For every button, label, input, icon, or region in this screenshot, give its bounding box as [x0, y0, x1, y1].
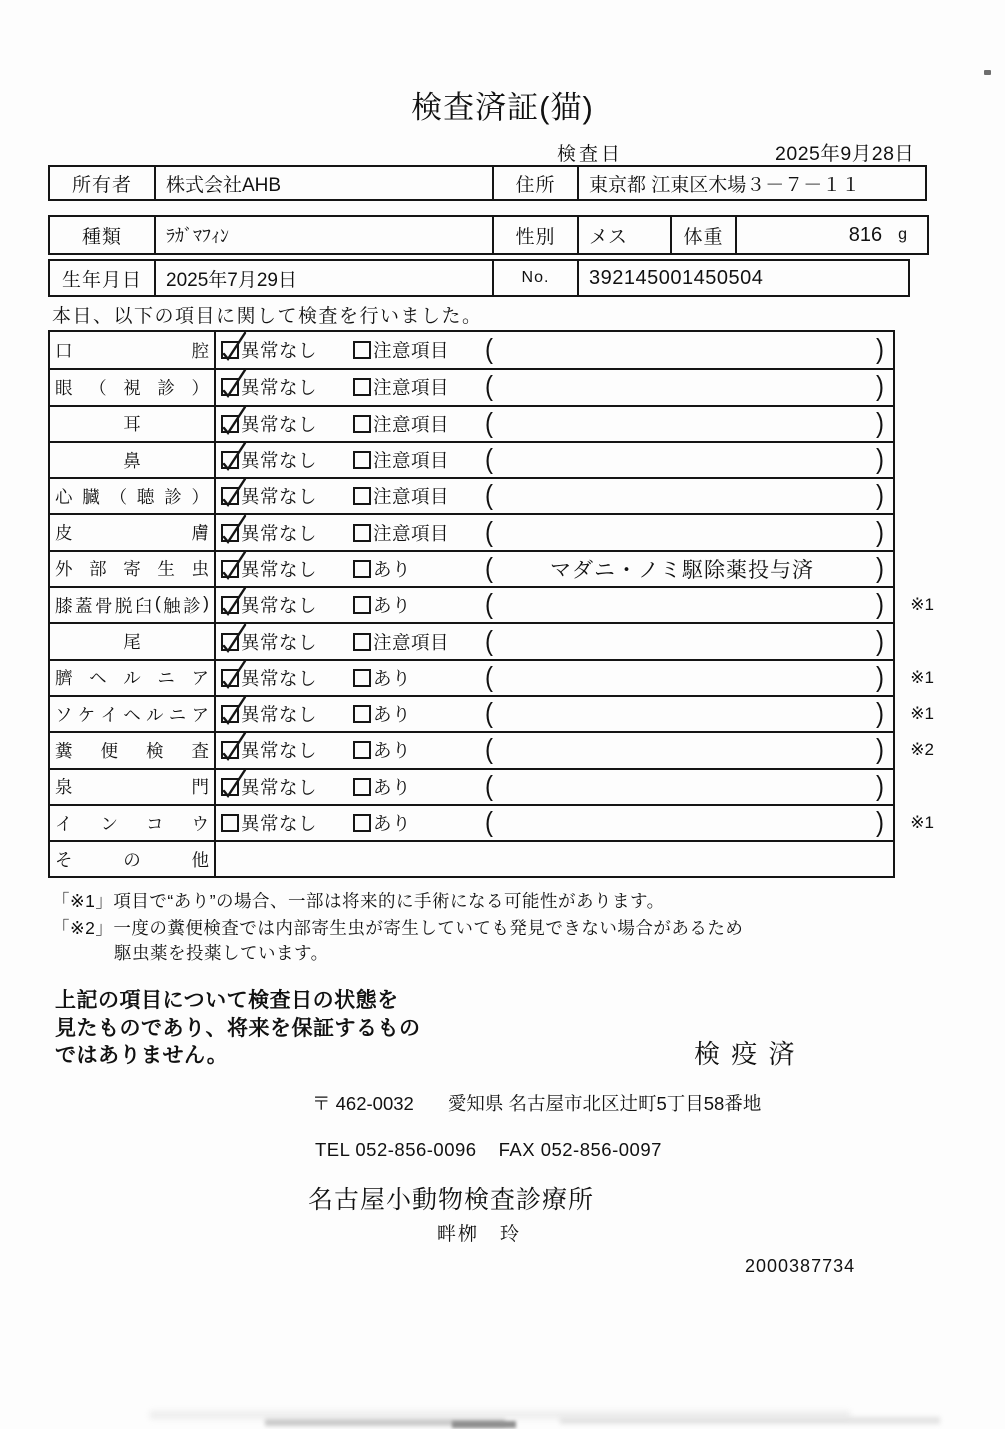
secondary-checkbox-label: 注意項目 [373, 522, 450, 544]
close-paren: ) [876, 443, 884, 475]
exam-row [50, 477, 893, 513]
exam-item-label: 糞 便 検 査 [55, 740, 209, 761]
checkbox-box [353, 633, 371, 651]
normal-checkbox-label: 異常なし [241, 667, 318, 689]
normal-checkbox[interactable] [221, 665, 317, 691]
exam-row [50, 768, 893, 804]
inspection-date-value: 2025年9月28日 [775, 143, 915, 165]
exam-item-label: 耳 [123, 414, 141, 435]
open-paren: ( [485, 770, 493, 802]
checkbox-box [353, 378, 371, 396]
normal-checkbox-label: 異常なし [241, 486, 318, 508]
checkbox-box [221, 705, 239, 723]
page-title: 検査済証(猫) [411, 90, 594, 125]
normal-checkbox-label: 異常なし [241, 377, 318, 399]
normal-checkbox-label: 異常なし [241, 740, 318, 762]
open-paren: ( [485, 371, 493, 403]
checkbox-box [353, 596, 371, 614]
normal-checkbox-label: 異常なし [241, 450, 318, 472]
checkbox-box [353, 741, 371, 759]
checkbox-box [221, 487, 239, 505]
owner-value: 株式会社AHB [154, 167, 492, 199]
check-mark-icon [219, 658, 249, 690]
normal-checkbox-label: 異常なし [241, 631, 318, 653]
open-paren: ( [485, 480, 493, 512]
scan-artifact-dot [984, 70, 991, 75]
scan-artifact-smudge [560, 1417, 940, 1424]
disclaimer-line: 見たものであり、将来を保証するもの [55, 1016, 421, 1040]
secondary-checkbox[interactable] [353, 774, 411, 800]
disclaimer [55, 987, 421, 1070]
normal-checkbox[interactable] [221, 592, 317, 618]
secondary-checkbox[interactable] [353, 337, 449, 363]
address-label: 住所 [492, 167, 577, 199]
exam-item-label: 尾 [123, 632, 141, 653]
secondary-checkbox[interactable] [353, 665, 411, 691]
secondary-checkbox[interactable] [353, 556, 411, 582]
exam-row [50, 586, 934, 622]
footnote-1: 「※1」項目で“あり”の場合、一部は将来的に手術になる可能性があります。 [52, 891, 665, 911]
normal-checkbox[interactable] [221, 374, 317, 400]
normal-checkbox-label: 異常なし [241, 522, 318, 544]
check-mark-icon [219, 367, 249, 399]
close-paren: ) [876, 589, 884, 621]
secondary-checkbox-label: あり [373, 704, 412, 726]
exam-item-label: 口 腔 [55, 340, 209, 361]
sex-label: 性別 [492, 217, 577, 253]
exam-row [50, 840, 893, 876]
open-paren: ( [485, 661, 493, 693]
secondary-checkbox-label: 注意項目 [373, 377, 450, 399]
checklist-intro: 本日、以下の項目に関して検査を行いました。 [52, 306, 483, 327]
secondary-checkbox[interactable] [353, 810, 411, 836]
checkbox-box [221, 560, 239, 578]
breed-label: 種類 [81, 226, 122, 248]
exam-row [50, 513, 893, 549]
checkbox-box [221, 778, 239, 796]
checkbox-box [221, 524, 239, 542]
normal-checkbox[interactable] [221, 337, 317, 363]
checkbox-box [353, 814, 371, 832]
clinic-phone-line [315, 1139, 662, 1161]
check-mark-icon [219, 404, 249, 436]
owner-table [48, 165, 927, 201]
normal-checkbox[interactable] [221, 701, 317, 727]
exam-item-label: 泉 門 [55, 777, 209, 798]
exam-note-mark: ※1 [910, 704, 934, 724]
check-mark-icon [219, 585, 249, 617]
secondary-checkbox-label: あり [373, 595, 412, 617]
clinic-postal-code: 〒 462-0032 [312, 1093, 414, 1114]
checkbox-box [353, 560, 371, 578]
check-mark-icon [219, 694, 249, 726]
checkbox-box [353, 415, 371, 433]
owner-label: 所有者 [71, 174, 132, 196]
normal-checkbox[interactable] [221, 737, 317, 763]
check-mark-icon [219, 730, 249, 762]
breed-value: ﾗｶﾞﾏﾌｨﾝ [154, 217, 492, 253]
weight-value [735, 217, 927, 253]
check-mark-icon [219, 622, 249, 654]
secondary-checkbox-label: 注意項目 [373, 450, 450, 472]
serial-number: 2000387734 [745, 1256, 856, 1276]
normal-checkbox-label: 異常なし [241, 776, 318, 798]
secondary-checkbox[interactable] [353, 374, 449, 400]
normal-checkbox[interactable] [221, 411, 317, 437]
close-paren: ) [876, 334, 884, 366]
normal-checkbox[interactable] [221, 629, 317, 655]
clinic-tel: TEL 052-856-0096 [315, 1139, 477, 1160]
open-paren: ( [485, 589, 493, 621]
checkbox-box [221, 741, 239, 759]
open-paren: ( [485, 552, 493, 584]
exam-row [50, 405, 893, 441]
secondary-checkbox-label: あり [373, 667, 412, 689]
checkbox-box [221, 451, 239, 469]
exam-row [50, 731, 934, 767]
exam-row [50, 659, 934, 695]
normal-checkbox-label: 異常なし [241, 413, 318, 435]
id-number-label: No. [492, 261, 577, 295]
exam-item-label: そ の 他 [55, 849, 209, 870]
close-paren: ) [876, 734, 884, 766]
checkbox-box [353, 705, 371, 723]
secondary-checkbox-label: 注意項目 [373, 413, 450, 435]
secondary-checkbox[interactable] [353, 447, 449, 473]
checkbox-box [353, 487, 371, 505]
normal-checkbox-label: 異常なし [241, 704, 318, 726]
open-paren: ( [485, 734, 493, 766]
weight-unit: g [898, 226, 907, 243]
exam-item-label: イ ン コ ウ [55, 813, 209, 834]
id-number-value: 392145001450504 [577, 261, 908, 295]
exam-row [50, 804, 934, 840]
secondary-checkbox-label: あり [373, 813, 412, 834]
inspection-date-label: 検査日 [557, 144, 624, 165]
secondary-checkbox-label: あり [373, 740, 412, 762]
secondary-checkbox[interactable] [353, 629, 449, 655]
secondary-checkbox-label: 注意項目 [373, 631, 450, 653]
normal-checkbox[interactable] [221, 447, 317, 473]
open-paren: ( [485, 334, 493, 366]
exam-row [50, 441, 893, 477]
open-paren: ( [485, 407, 493, 439]
check-mark-icon [219, 440, 249, 472]
secondary-checkbox-label: 注意項目 [373, 340, 450, 362]
quarantine-stamp: 検 疫 済 [694, 1039, 797, 1069]
exam-item-label: ソ ケ イ ヘ ル ニ ア [55, 704, 209, 725]
exam-row [50, 332, 893, 368]
clinic-address-line [312, 1090, 761, 1116]
checkbox-box [353, 524, 371, 542]
address-value: 東京都 江東区木場３－７－１１ [577, 167, 925, 199]
exam-note-mark: ※1 [910, 595, 934, 615]
pet-info-table [48, 215, 929, 255]
normal-checkbox[interactable] [221, 520, 317, 546]
normal-checkbox-label: 異常なし [241, 558, 318, 580]
exam-item-label: 膝 蓋 骨 脱 臼 ( 触 診 ) [55, 592, 209, 616]
secondary-checkbox-label: 注意項目 [373, 486, 450, 508]
close-paren: ) [876, 516, 884, 548]
weight-label: 体重 [670, 217, 735, 253]
close-paren: ) [876, 698, 884, 730]
footnote-2: 「※2」一度の糞便検査では内部寄生虫が寄生していても発見できない場合があるため [52, 918, 744, 938]
open-paren: ( [485, 806, 493, 838]
exam-note-mark: ※1 [910, 667, 934, 687]
normal-checkbox[interactable] [221, 810, 317, 836]
birthdate-value: 2025年7月29日 [154, 261, 492, 295]
normal-checkbox-label: 異常なし [241, 813, 318, 834]
normal-checkbox[interactable] [221, 483, 317, 509]
close-paren: ) [876, 371, 884, 403]
secondary-checkbox[interactable] [353, 411, 449, 437]
exam-item-label: 外 部 寄 生 虫 [55, 559, 209, 580]
secondary-checkbox[interactable] [353, 592, 411, 618]
close-paren: ) [876, 661, 884, 693]
secondary-checkbox[interactable] [353, 520, 449, 546]
exam-item-label: 臍 ヘ ル ニ ア [55, 668, 209, 689]
close-paren: ) [876, 407, 884, 439]
birth-table [48, 259, 910, 297]
close-paren: ) [876, 480, 884, 512]
clinic-fax: FAX 052-856-0097 [498, 1139, 662, 1160]
close-paren: ) [876, 770, 884, 802]
exam-remark: マダニ・ノミ駆除薬投与済 [550, 558, 814, 582]
close-paren: ) [876, 552, 884, 584]
secondary-checkbox[interactable] [353, 737, 411, 763]
checkbox-box [221, 633, 239, 651]
check-mark-icon [219, 513, 249, 545]
footnote-2-continued: 駆虫薬を投薬しています。 [114, 943, 329, 963]
exam-note-mark: ※2 [910, 740, 934, 760]
secondary-checkbox-label: あり [373, 558, 412, 580]
exam-item-label: 鼻 [123, 450, 141, 471]
disclaimer-line: 上記の項目について検査日の状態を [55, 989, 399, 1012]
normal-checkbox[interactable] [221, 556, 317, 582]
veterinarian-name: 畔栁 玲 [437, 1224, 522, 1245]
checkbox-box [353, 451, 371, 469]
checklist-table [48, 330, 934, 878]
checkbox-box [221, 596, 239, 614]
exam-item-label: 皮 膚 [55, 523, 209, 544]
checkbox-box [221, 378, 239, 396]
disclaimer-line: ではありません。 [55, 1044, 229, 1067]
normal-checkbox-label: 異常なし [241, 340, 318, 362]
checkbox-box [353, 341, 371, 359]
checkbox-box [353, 778, 371, 796]
clinic-name: 名古屋小動物検査診療所 [308, 1186, 595, 1214]
exam-row [50, 695, 934, 731]
normal-checkbox-label: 異常なし [241, 595, 318, 617]
check-mark-icon [219, 767, 249, 799]
normal-checkbox[interactable] [221, 774, 317, 800]
clinic-address: 愛知県 名古屋市北区辻町5丁目58番地 [447, 1093, 762, 1114]
checkbox-box [221, 415, 239, 433]
close-paren: ) [876, 625, 884, 657]
exam-row [50, 368, 893, 404]
exam-row [50, 622, 893, 658]
exam-row [50, 550, 893, 586]
secondary-checkbox[interactable] [353, 701, 411, 727]
exam-item-label: 心 臓 （ 聴 診 ） [55, 486, 209, 507]
secondary-checkbox-label: あり [373, 776, 412, 798]
checkbox-box [221, 341, 239, 359]
checkbox-box [353, 669, 371, 687]
checkbox-box [221, 669, 239, 687]
check-mark-icon [219, 330, 249, 362]
scan-artifact-smudge [452, 1421, 516, 1428]
open-paren: ( [485, 443, 493, 475]
exam-item-label: 眼 （ 視 診 ） [55, 377, 209, 398]
weight-number: 816 [848, 223, 883, 246]
secondary-checkbox[interactable] [353, 483, 449, 509]
check-mark-icon [219, 549, 249, 581]
exam-note-mark: ※1 [910, 813, 934, 832]
sex-value: メス [577, 217, 670, 253]
checkbox-box [221, 814, 239, 832]
birthdate-label: 生年月日 [61, 269, 142, 291]
close-paren: ) [876, 806, 884, 838]
open-paren: ( [485, 698, 493, 730]
open-paren: ( [485, 516, 493, 548]
check-mark-icon [219, 476, 249, 508]
open-paren: ( [485, 625, 493, 657]
